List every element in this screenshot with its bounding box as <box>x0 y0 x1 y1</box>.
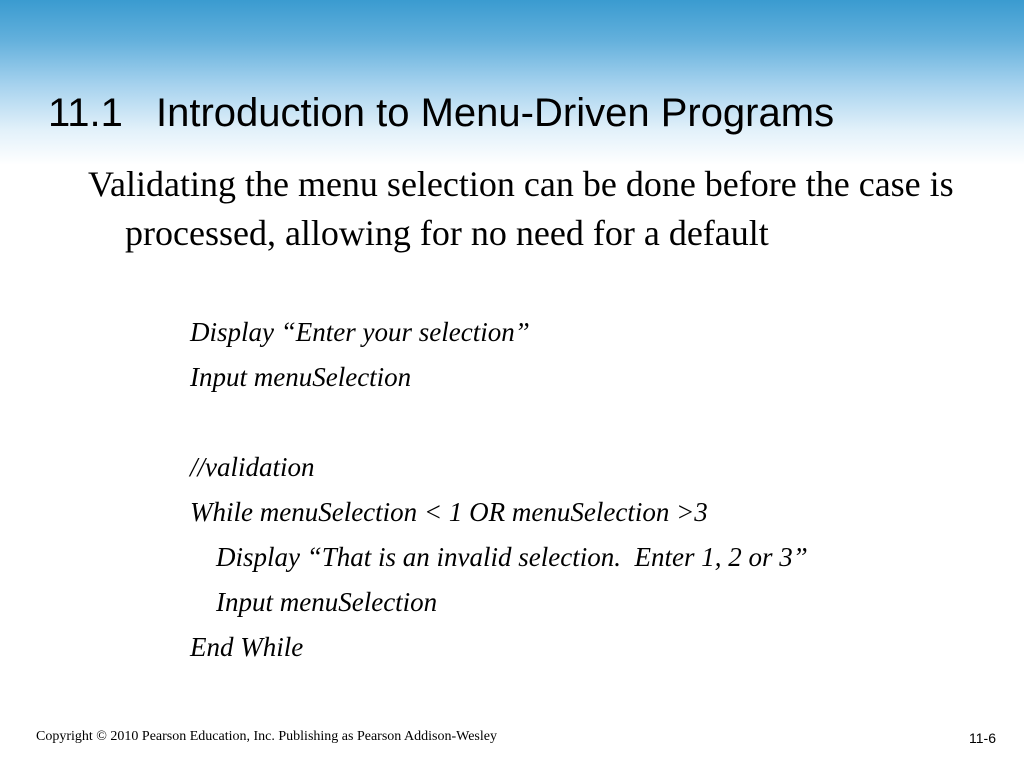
pseudocode-block <box>190 310 808 670</box>
code-line: Display “Enter your selection” <box>190 317 530 347</box>
code-line-blank <box>190 400 808 445</box>
code-line: End While <box>190 632 304 662</box>
slide-title <box>48 88 834 138</box>
copyright-footer: Copyright © 2010 Pearson Education, Inc. Publishing as Pearson Addison-Wesley <box>36 729 497 744</box>
code-line: Input menuSelection <box>190 362 412 392</box>
code-line: While menuSelection < 1 OR menuSelection >3 <box>190 497 708 527</box>
slide-title-number: 11.1 <box>48 91 123 135</box>
bullet-text: Validating the menu selection can be done before the case is processed, allowing for no need for a default <box>88 164 954 253</box>
slide-title-text: Introduction to Menu-Driven Programs <box>156 91 835 135</box>
code-line: Display “That is an invalid selection. Enter 1, 2 or 3” <box>216 542 808 572</box>
page-number: 11-6 <box>969 730 996 746</box>
code-line: Input menuSelection <box>216 587 438 617</box>
code-comment: //validation <box>190 452 315 482</box>
